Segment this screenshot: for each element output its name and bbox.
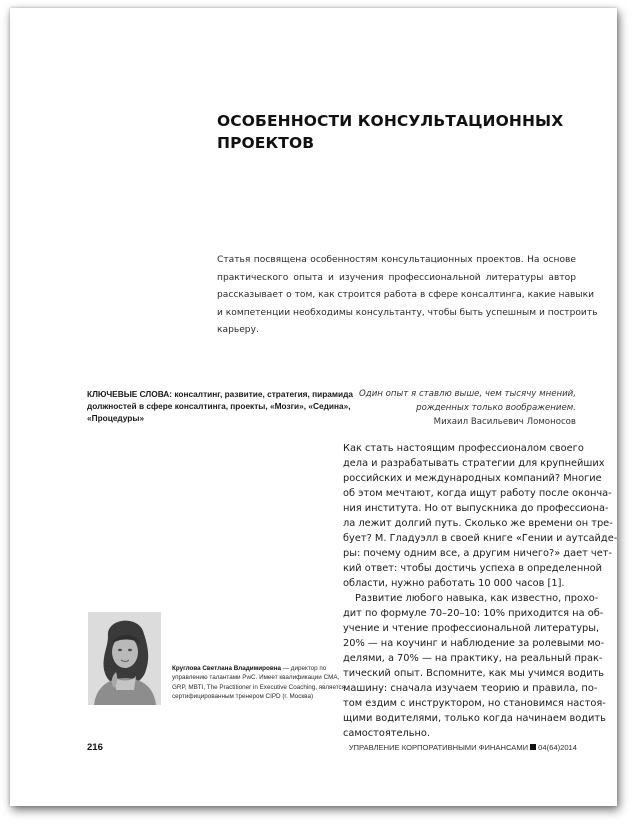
body-line: дит по формуле 70–20–10: 10% приходится на об- [343, 608, 604, 619]
body-line: кий ответ: чтобы достичь успеха в определенной [343, 563, 603, 574]
article-title [217, 110, 577, 154]
title-line: ОСОБЕННОСТИ КОНСУЛЬТАЦИОННЫХ [217, 112, 564, 130]
journal-footer [349, 743, 577, 752]
body-line: машину: сначала изучаем теорию и правила, по- [343, 683, 598, 694]
epigraph-line: рожденных только воображением. [416, 403, 576, 413]
body-line: об этом мечтают, когда ищут работу после оконча- [343, 488, 612, 499]
author-bio-line: — директор по [282, 665, 327, 672]
abstract-line: Статья посвящена особенностям консультационных проектов. На основе [217, 255, 576, 265]
body-line: области, нужно работать 10 000 часов [1]. [343, 578, 565, 589]
epigraph-line: Один опыт я ставлю выше, чем тысячу мнений, [359, 389, 576, 399]
body-line: щими водителями, только когда начинаем водить [343, 713, 606, 724]
journal-issue: 04(64)2014 [538, 743, 577, 752]
body-line: дела и разрабатывать стратегии для крупнейших [343, 458, 605, 469]
body-line: делями, а 70% — на практику, на реальный прак- [343, 653, 603, 664]
body-line: самостоятельно. [343, 728, 431, 739]
keywords-line: КЛЮЧЕВЫЕ СЛОВА: консалтинг, развитие, стратегия, пирамида [87, 389, 354, 399]
epigraph [340, 387, 576, 429]
article-abstract [217, 252, 598, 340]
author-name: Круглова Светлана Владимировна [172, 665, 282, 672]
abstract-line: практического опыта и изучения профессиональной литературы автор [217, 272, 576, 283]
abstract-line: рассказывает о том, как строится работа в сфере консалтинга, какие навыки [217, 290, 594, 300]
author-info [172, 664, 346, 701]
page-number: 216 [87, 742, 103, 753]
body-line: бует? М. Гладуэлл в своей книге «Гении и аутсайде- [343, 533, 618, 544]
keywords-line: должностей в сфере консалтинга, проекты, «Мозги», «Седина», [87, 401, 351, 411]
body-line: учение и чтение профессиональной литературы, [343, 623, 600, 634]
body-line: том ездим с инструктором, но становимся настоя- [343, 698, 606, 709]
author-bio-line: GRP, MBTI, The Practitioner in Executive Coaching, является [172, 683, 346, 691]
body-line: тический опыт. Вспомните, как мы учимся водить [343, 668, 605, 679]
body-line: 20% — на коучинг и наблюдение за ролевыми мо- [343, 638, 605, 649]
square-bullet-icon [530, 744, 536, 750]
abstract-line: и компетенции необходимы консультанту, чтобы быть успешным и построить [217, 307, 598, 318]
body-line: российских и международных компаний? Многие [343, 473, 602, 484]
author-bio-line: сертифицированным тренером CIPD (г. Москва) [172, 692, 314, 700]
article-body [343, 441, 618, 741]
epigraph-author: Михаил Васильевич Ломоносов [433, 417, 576, 427]
author-portrait-icon [88, 612, 161, 705]
journal-page [10, 8, 617, 806]
body-line: Как стать настоящим профессионалом своего [343, 443, 584, 454]
keywords-line: «Процедуры» [87, 413, 145, 423]
journal-name: УПРАВЛЕНИЕ КОРПОРАТИВНЫМИ ФИНАНСАМИ [348, 743, 529, 752]
title-line: ПРОЕКТОВ [217, 134, 315, 152]
author-photo [88, 612, 161, 705]
keywords-block [87, 388, 354, 424]
body-line: ры: почему одним все, а другим ничего?» дает чет- [343, 548, 612, 559]
abstract-line: карьеру. [217, 325, 259, 335]
author-bio-line: управлению талантами PwC. Имеет квалификации CMA, [172, 674, 340, 682]
body-line: Развитие любого навыка, как известно, прохо- [355, 593, 599, 604]
body-line: ла лежит долгий путь. Сколько же времени он тре- [343, 518, 613, 529]
body-line: ния института. Но от выпускника до профессиона- [343, 503, 609, 514]
